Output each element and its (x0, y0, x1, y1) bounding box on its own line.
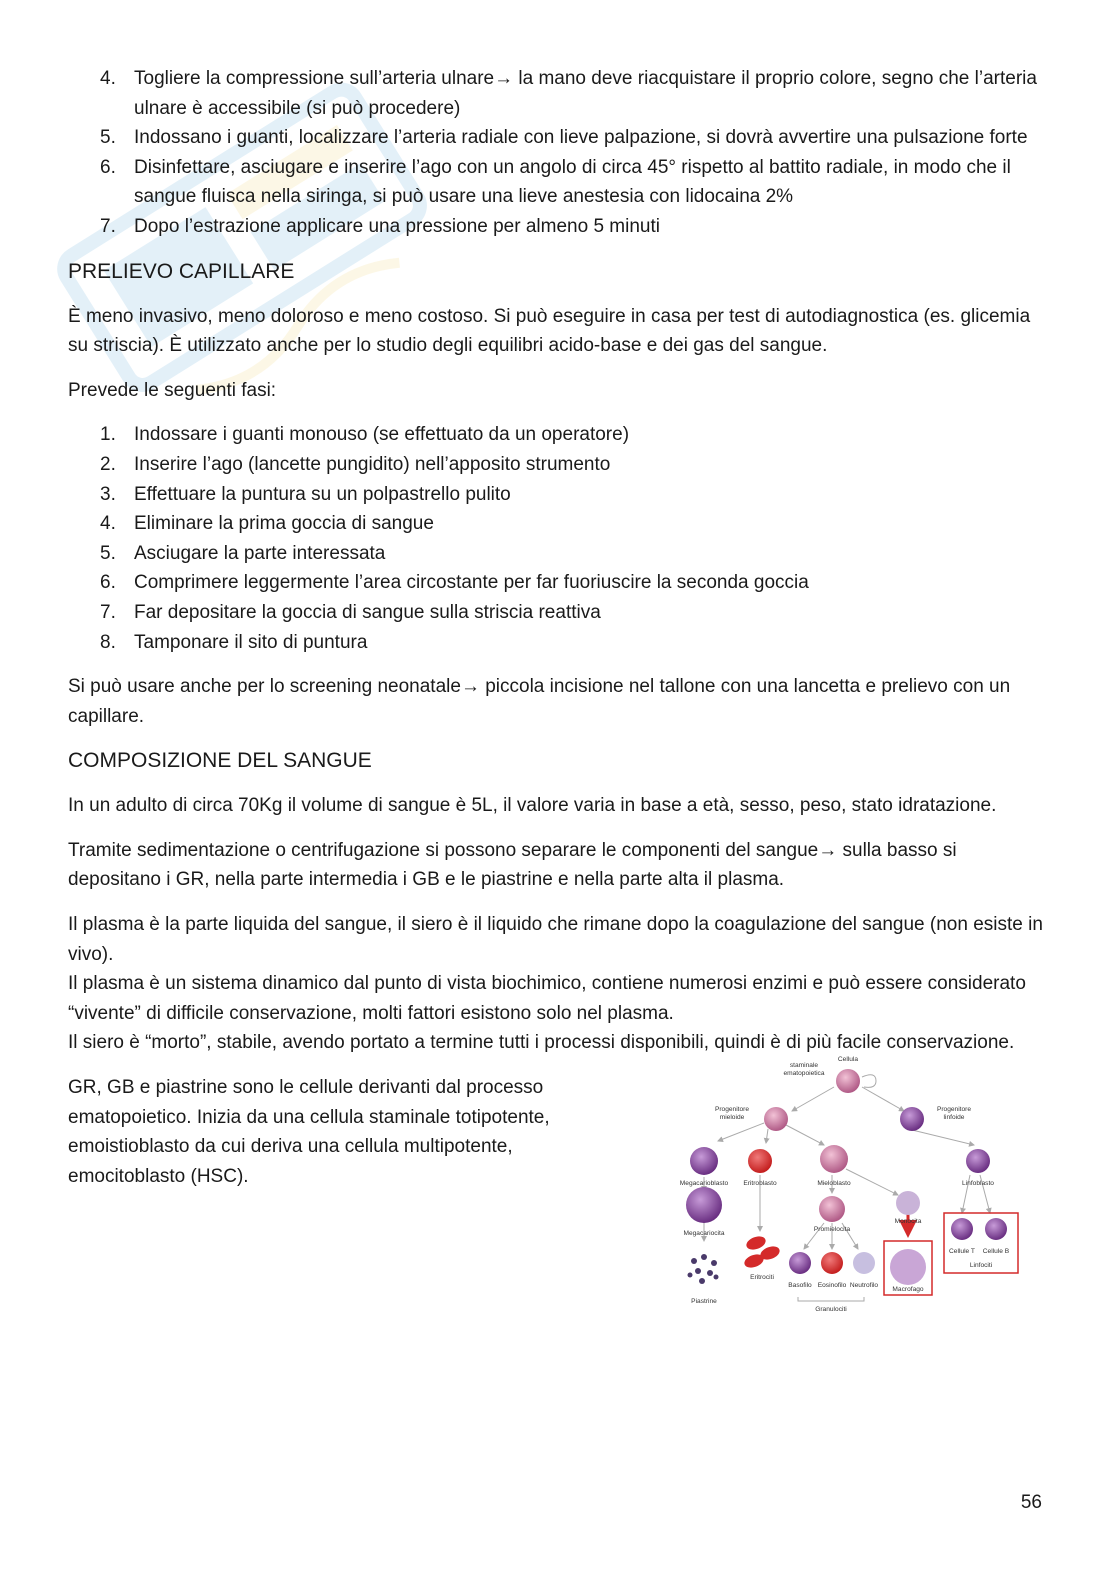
list-item (68, 123, 1048, 153)
label-promyelocyte: Promielocita (813, 1226, 851, 1234)
t-cell (951, 1218, 973, 1240)
heading-composizione-sangue: COMPOSIZIONE DEL SANGUE (68, 749, 372, 773)
list-number: 3. (100, 483, 116, 505)
myeloid-progenitor-cell (764, 1107, 788, 1131)
label-megakaryocyte: Megacariocita (683, 1230, 725, 1238)
b-cell (985, 1218, 1007, 1240)
list-item (68, 598, 1048, 628)
label-t-cells: Cellule T (949, 1248, 975, 1256)
platelets-cells (688, 1254, 719, 1284)
promyelocyte-cell (819, 1196, 845, 1222)
paragraph: Si può usare anche per lo screening neonatale→ piccola incisione nel tallone con una lancetta e prelievo con un capillare. (68, 676, 1011, 727)
list-text: Far depositare la goccia di sangue sulla striscia reattiva (134, 601, 601, 623)
list-item (68, 420, 1048, 450)
label-erythroblast: Eritroblasto (743, 1180, 777, 1188)
label-stem-3: ematopoietica (783, 1070, 825, 1078)
label-b-cells: Cellule B (982, 1248, 1010, 1256)
list-item (68, 64, 1048, 123)
list-number: 4. (100, 68, 116, 89)
label-megakaryoblast: Megacarioblasto (679, 1180, 729, 1188)
megakaryoblast-cell (690, 1147, 718, 1175)
list-item (68, 450, 1048, 480)
list-text: Indossare i guanti monouso (se effettuato da un operatore) (134, 424, 630, 446)
paragraph: Il plasma è un sistema dinamico dal punto di vista biochimico, contiene numerosi enzimi e può essere considerato “vivente” di difficile conservazione, molti fattori esistono solo nel plasma. (68, 973, 1026, 1024)
erythroblast-cell (748, 1149, 772, 1173)
paragraph: Tramite sedimentazione o centrifugazione si possono separare le componenti del sangue→ sulla basso si depositano i GR, nella parte intermedia i GB e le piastrine e nella parte alta il plasma. (68, 839, 957, 891)
list-item (68, 212, 1048, 242)
hematopoiesis-diagram (676, 1056, 1028, 1325)
list-number: 5. (100, 542, 116, 564)
label-lymphoblast: Linfoblasto (962, 1180, 994, 1188)
erythrocytes-cells (743, 1234, 782, 1270)
list-text: Disinfettare, asciugare e inserire l’ago con un angolo di circa 45° rispetto al battito radiale, in modo che il sangue fluisca nella siringa, si può usare una lieve anestesia con lidocaina 2% (134, 156, 1011, 208)
capillary-sampling-steps (68, 420, 1048, 657)
label-lymphocytes: Linfociti (969, 1262, 993, 1270)
label-monocyte: Monocita (894, 1218, 922, 1226)
list-text: Dopo l’estrazione applicare una pressione per almeno 5 minuti (134, 215, 660, 237)
label-erythrocytes: Eritrociti (750, 1274, 774, 1282)
list-text: Indossano i guanti, localizzare l’arteria radiale con lieve palpazione, si dovrà avvertire una pulsazione forte (134, 127, 1028, 149)
paragraph: GR, GB e piastrine sono le cellule derivanti dal processo ematopoietico. Inizia da una cellula staminale totipotente, emoistioblasto da cui deriva una cellula multipotente, emocitoblasto (HSC). (68, 1077, 550, 1187)
paragraph: Il siero è “morto”, stabile, avendo portato a termine tutti i processi disponibili, quindi è di più facile conservazione. (68, 1032, 1015, 1054)
label-myeloblast: Mieloblasto (817, 1180, 851, 1188)
neutrophil-cell (853, 1252, 875, 1274)
list-item (68, 509, 1048, 539)
label-basophils: Basofilo (788, 1282, 812, 1290)
hematopoiesis-section (68, 1056, 1048, 1333)
list-number: 4. (100, 513, 116, 535)
list-number: 5. (100, 127, 116, 149)
lymphoblast-cell (966, 1149, 990, 1173)
label-myeloid-2: mieloide (719, 1114, 745, 1122)
list-text: Togliere la compressione sull’arteria ulnare→ la mano deve riacquistare il proprio colore, segno che l’arteria ulnare è accessibile (si può procedere) (134, 68, 1037, 119)
stem-cell (836, 1069, 860, 1093)
list-item (68, 568, 1048, 598)
label-neutrophils: Neutrofilo (849, 1282, 879, 1290)
myeloblast-cell (820, 1145, 848, 1173)
list-text: Asciugare la parte interessata (134, 542, 386, 564)
eosinophil-cell (821, 1252, 843, 1274)
list-number: 1. (100, 424, 116, 446)
label-macrophage: Macrofago (892, 1286, 924, 1294)
paragraph: Il plasma è la parte liquida del sangue, il siero è il liquido che rimane dopo la coagulazione del sangue (non esiste in vivo). (68, 914, 1043, 965)
list-item (68, 153, 1048, 212)
macrophage-cell (890, 1249, 926, 1285)
label-granulocytes: Granulociti (815, 1306, 847, 1314)
list-text: Effettuare la puntura su un polpastrello pulito (134, 483, 511, 505)
label-lymphoid-2: linfoide (943, 1114, 965, 1122)
list-item (68, 480, 1048, 510)
paragraph: È meno invasivo, meno doloroso e meno costoso. Si può eseguire in casa per test di autodiagnostica (es. glicemia su striscia). È utilizzato anche per lo studio degli equilibri acido-base e dei gas del sangue. (68, 305, 1031, 357)
page-content (68, 64, 1048, 1333)
label-platelets: Piastrine (691, 1298, 717, 1306)
list-text: Comprimere leggermente l’area circostante per far fuoriuscire la seconda goccia (134, 572, 809, 594)
label-stem-1: Cellula (837, 1056, 859, 1064)
list-number: 7. (100, 601, 116, 623)
list-number: 6. (100, 156, 116, 178)
paragraph: In un adulto di circa 70Kg il volume di sangue è 5L, il valore varia in base a età, sesso, peso, stato idratazione. (68, 795, 997, 817)
label-stem-2: staminale (789, 1062, 819, 1070)
label-myeloid-1: Progenitore (714, 1106, 750, 1114)
label-lymphoid-1: Progenitore (936, 1106, 972, 1114)
list-item (68, 539, 1048, 569)
list-text: Eliminare la prima goccia di sangue (134, 513, 434, 535)
list-number: 8. (100, 631, 116, 653)
page-number: 56 (1020, 1492, 1042, 1513)
megakaryocyte-cell (686, 1187, 722, 1223)
list-text: Tamponare il sito di puntura (134, 631, 368, 653)
list-number: 6. (100, 572, 116, 594)
paragraph: Prevede le seguenti fasi: (68, 379, 277, 401)
monocyte-cell (896, 1191, 920, 1215)
list-number: 2. (100, 453, 116, 475)
arterial-sampling-steps (68, 64, 1048, 242)
list-item (68, 628, 1048, 658)
lymphoid-progenitor-cell (900, 1107, 924, 1131)
heading-prelievo-capillare: PRELIEVO CAPILLARE (68, 259, 295, 283)
list-number: 7. (100, 215, 116, 237)
list-text: Inserire l’ago (lancette pungidito) nell’apposito strumento (134, 453, 611, 475)
basophil-cell (789, 1252, 811, 1274)
label-eosinophils: Eosinofilo (817, 1282, 847, 1290)
